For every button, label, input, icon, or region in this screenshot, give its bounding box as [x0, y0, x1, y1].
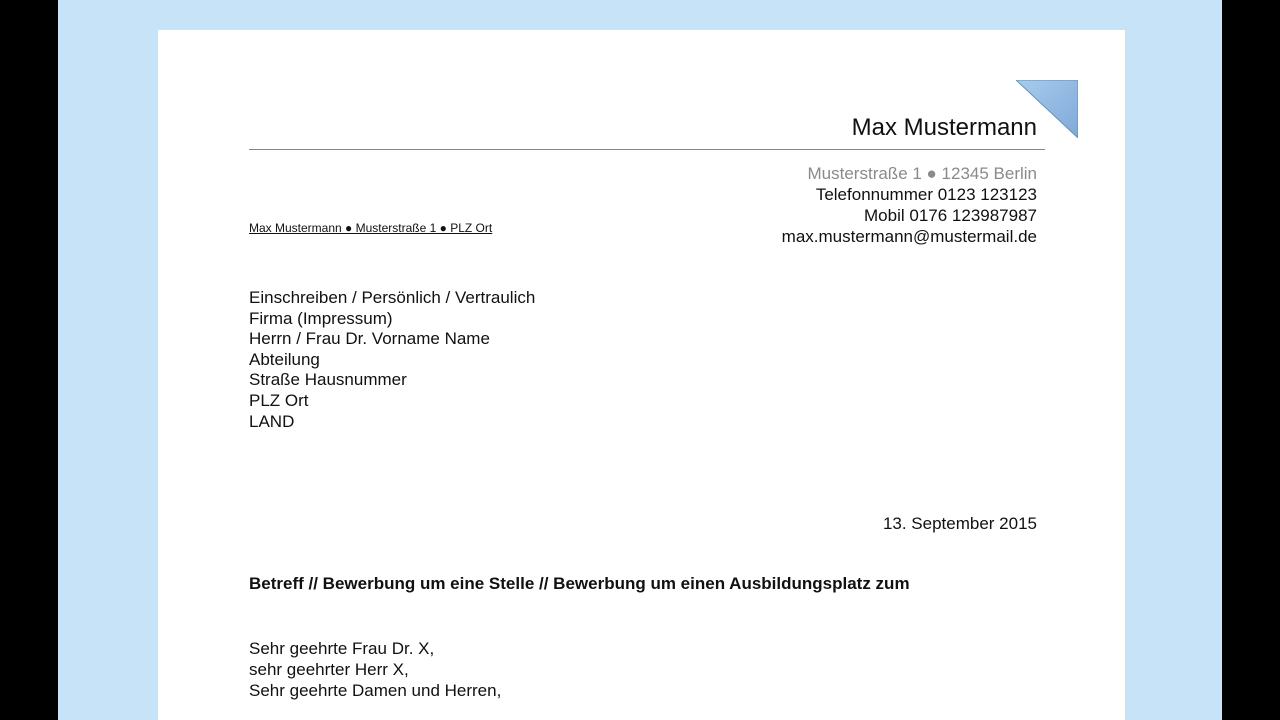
recipient-line: Abteilung [249, 349, 320, 369]
subject-line: Betreff // Bewerbung um eine Stelle // Bewerbung um einen Ausbildungsplatz zum [249, 574, 910, 593]
return-address-line: Max Mustermann ● Musterstraße 1 ● PLZ Ort [249, 221, 493, 235]
salutation-block [249, 638, 501, 701]
header-rule [249, 149, 1045, 150]
recipient-line: LAND [249, 411, 295, 431]
salutation-line: sehr geehrter Herr X, [249, 660, 409, 679]
letter-page [158, 30, 1125, 720]
sender-phone: Telefonnummer 0123 123123 [815, 185, 1037, 204]
recipient-line: Einschreiben / Persönlich / Vertraulich [249, 288, 536, 307]
recipient-line: Straße Hausnummer [249, 370, 407, 390]
letter-date: 13. September 2015 [882, 514, 1037, 533]
sender-mobile: Mobil 0176 123987987 [864, 206, 1037, 225]
recipient-line: Herrn / Frau Dr. Vorname Name [249, 329, 490, 349]
recipient-line: Firma (Impressum) [249, 308, 393, 328]
sender-street: Musterstraße 1 ● 12345 Berlin [807, 164, 1037, 183]
sender-name: Max Mustermann [851, 114, 1037, 141]
document-viewport[interactable] [58, 0, 1222, 720]
recipient-address-block [249, 288, 535, 432]
salutation-line: Sehr geehrte Frau Dr. X, [249, 639, 435, 658]
recipient-line: PLZ Ort [249, 390, 309, 410]
salutation-line: Sehr geehrte Damen und Herren, [249, 681, 502, 700]
sender-email: max.mustermann@mustermail.de [781, 227, 1037, 246]
sender-contact-block [782, 163, 1037, 247]
